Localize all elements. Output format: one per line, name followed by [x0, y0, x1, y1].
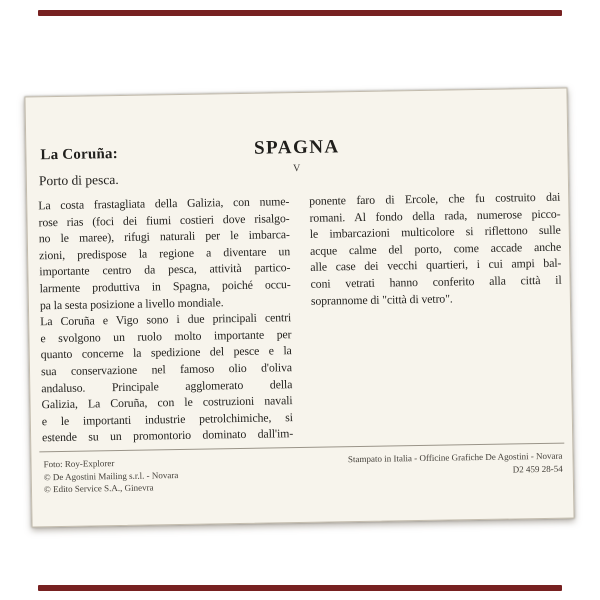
text-line: coni vetrati hanno conferito alla città il — [310, 272, 562, 291]
text-line: rose rias (foci dei fiumi costieri dove risalgo- — [38, 210, 290, 229]
photo-credits — [43, 456, 178, 496]
body-text — [38, 189, 564, 447]
printing-line: D2 459 28-54 — [512, 463, 563, 474]
text-line: andaluso. Principale agglomerato della — [41, 376, 293, 395]
text-column-left — [38, 193, 293, 446]
text-line: larmente produttiva in Spagna, poiché occu- — [39, 277, 291, 296]
credit-line: © Edito Service S.A., Ginevra — [43, 482, 154, 495]
text-line: e svolgono un ruolo molto importante per — [40, 326, 292, 346]
text-line: estende su un promontorio dominato dall'im- — [42, 426, 294, 445]
text-line: le imbarcazioni multicolore si riflettono sulle — [309, 222, 561, 242]
text-line: La Coruña e Vigo sono i due principali centri — [40, 310, 292, 329]
text-line: quanto concerne la spedizione del pesce e la — [40, 343, 292, 362]
country-title: SPAGNA — [253, 136, 340, 159]
text-line: sua conservazione nel famoso olio d'oliva — [40, 360, 293, 379]
text-line: pa la sesta posizione a livello mondiale. — [39, 294, 224, 312]
text-line: soprannome di "città di vetro". — [310, 291, 453, 308]
series-number: V — [292, 162, 302, 175]
background-edge-bottom — [38, 585, 562, 591]
text-line: acque calme del porto, come accade anche — [309, 239, 562, 258]
footer — [43, 450, 563, 496]
text-line: no le maree), rifugi naturali per le imbarca- — [38, 227, 290, 246]
text-line: Galizia, La Coruña, con le costruzioni navali — [41, 393, 293, 412]
text-line: alle case dei vecchi quartieri, i cui ampi bal- — [310, 256, 562, 275]
background-edge-top — [38, 10, 562, 16]
printing-line: Stampato in Italia - Officine Grafiche De Agostini - Novara — [347, 450, 563, 465]
printing-info — [348, 450, 563, 479]
place-subtitle: Porto di pesca. — [38, 171, 119, 189]
text-line: importante centro da pesca, attività partico- — [39, 260, 291, 279]
place-title: La Coruña: — [40, 145, 118, 164]
postcard — [24, 88, 574, 528]
text-line: La costa frastagliata della Galizia, con nume- — [38, 194, 290, 213]
text-line: romani. Al fondo della rada, numerose picco- — [309, 206, 561, 225]
text-line: zioni, predispose la regione a diventare un — [38, 243, 291, 263]
text-column-right — [309, 189, 564, 442]
text-line: ponente faro di Ercole, che fu costruito dai — [309, 189, 561, 208]
credit-line: © De Agostini Mailing s.r.l. - Novara — [43, 469, 179, 482]
credit-line: Foto: Roy-Explorer — [43, 458, 115, 470]
text-line: e le importanti industrie petrolchimiche, si — [41, 409, 293, 429]
